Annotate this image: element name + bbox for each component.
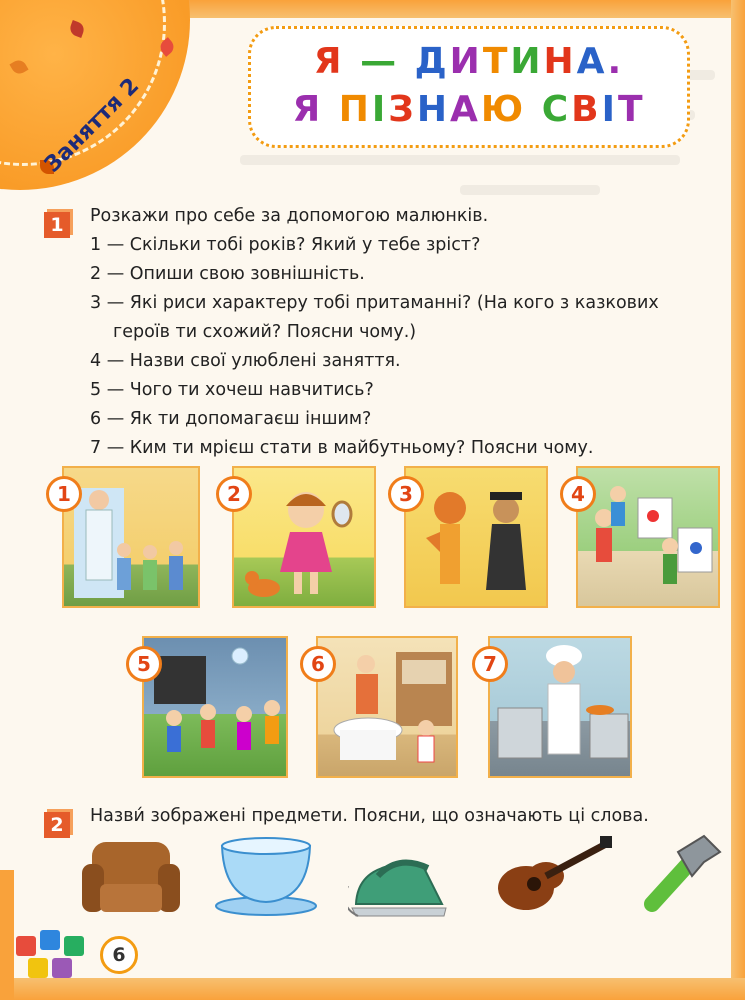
question-6: 6 — Як ти допомагаєш іншим? [90, 409, 372, 429]
page-frame-left [0, 870, 14, 1000]
armchair-icon [82, 838, 180, 922]
picture-2-girl-mirror [232, 466, 376, 608]
page-number: 6 [100, 936, 138, 974]
question-3: 3 — Які риси характеру тобі притаманні? (На кого з казкових [90, 293, 659, 313]
toy-cube-icon [16, 936, 36, 956]
page-frame-bottom [0, 978, 745, 1000]
picture-3-number: 3 [388, 476, 424, 512]
task-2-number: 2 [44, 812, 70, 838]
title-line-2: Я ПІЗНАЮ СВІТ [292, 89, 646, 130]
picture-7-chef [488, 636, 632, 778]
toy-cube-icon [40, 930, 60, 950]
picture-5-number: 5 [126, 646, 162, 682]
lesson-badge [0, 0, 200, 200]
picture-6-number: 6 [300, 646, 336, 682]
picture-5-children-dancing [142, 636, 288, 778]
question-3-continued: героїв ти схожий? Поясни чому.) [113, 322, 417, 342]
task-1-text [90, 202, 659, 463]
task-1-number: 1 [44, 212, 70, 238]
picture-4-children-painting [576, 466, 720, 608]
cup-icon [212, 836, 320, 920]
question-2: 2 — Опиши свою зовнішність. [90, 264, 365, 284]
lesson-label: Заняття 2 [40, 73, 145, 178]
guitar-icon [494, 836, 614, 920]
toy-cube-icon [52, 958, 72, 978]
question-5: 5 — Чого ти хочеш навчитись? [90, 380, 374, 400]
hammer-icon [634, 832, 724, 926]
task-2-text: Назви́ зображені предмети. Поясни, що означають ці слова. [90, 806, 649, 826]
question-4: 4 — Назви свої улюблені заняття. [90, 351, 401, 371]
question-1: 1 — Скільки тобі років? Який у тебе зріст? [90, 235, 481, 255]
picture-4-number: 4 [560, 476, 596, 512]
picture-3-fairy-tale-heroes [404, 466, 548, 608]
title-line-1: Я — ДИТИНА. [313, 41, 625, 82]
picture-2-number: 2 [216, 476, 252, 512]
iron-icon [348, 846, 452, 926]
page-title [248, 26, 690, 148]
task-1-intro: Розкажи про себе за допомогою малюнків. [90, 206, 489, 226]
picture-6-helping-at-home [316, 636, 458, 778]
toy-cube-icon [28, 958, 48, 978]
page-frame-right [731, 0, 745, 1000]
toy-cube-icon [64, 936, 84, 956]
picture-7-number: 7 [472, 646, 508, 682]
question-7: 7 — Ким ти мрієш стати в майбутньому? Поясни чому. [90, 438, 594, 458]
picture-1-number: 1 [46, 476, 82, 512]
picture-1-growth-check [62, 466, 200, 608]
